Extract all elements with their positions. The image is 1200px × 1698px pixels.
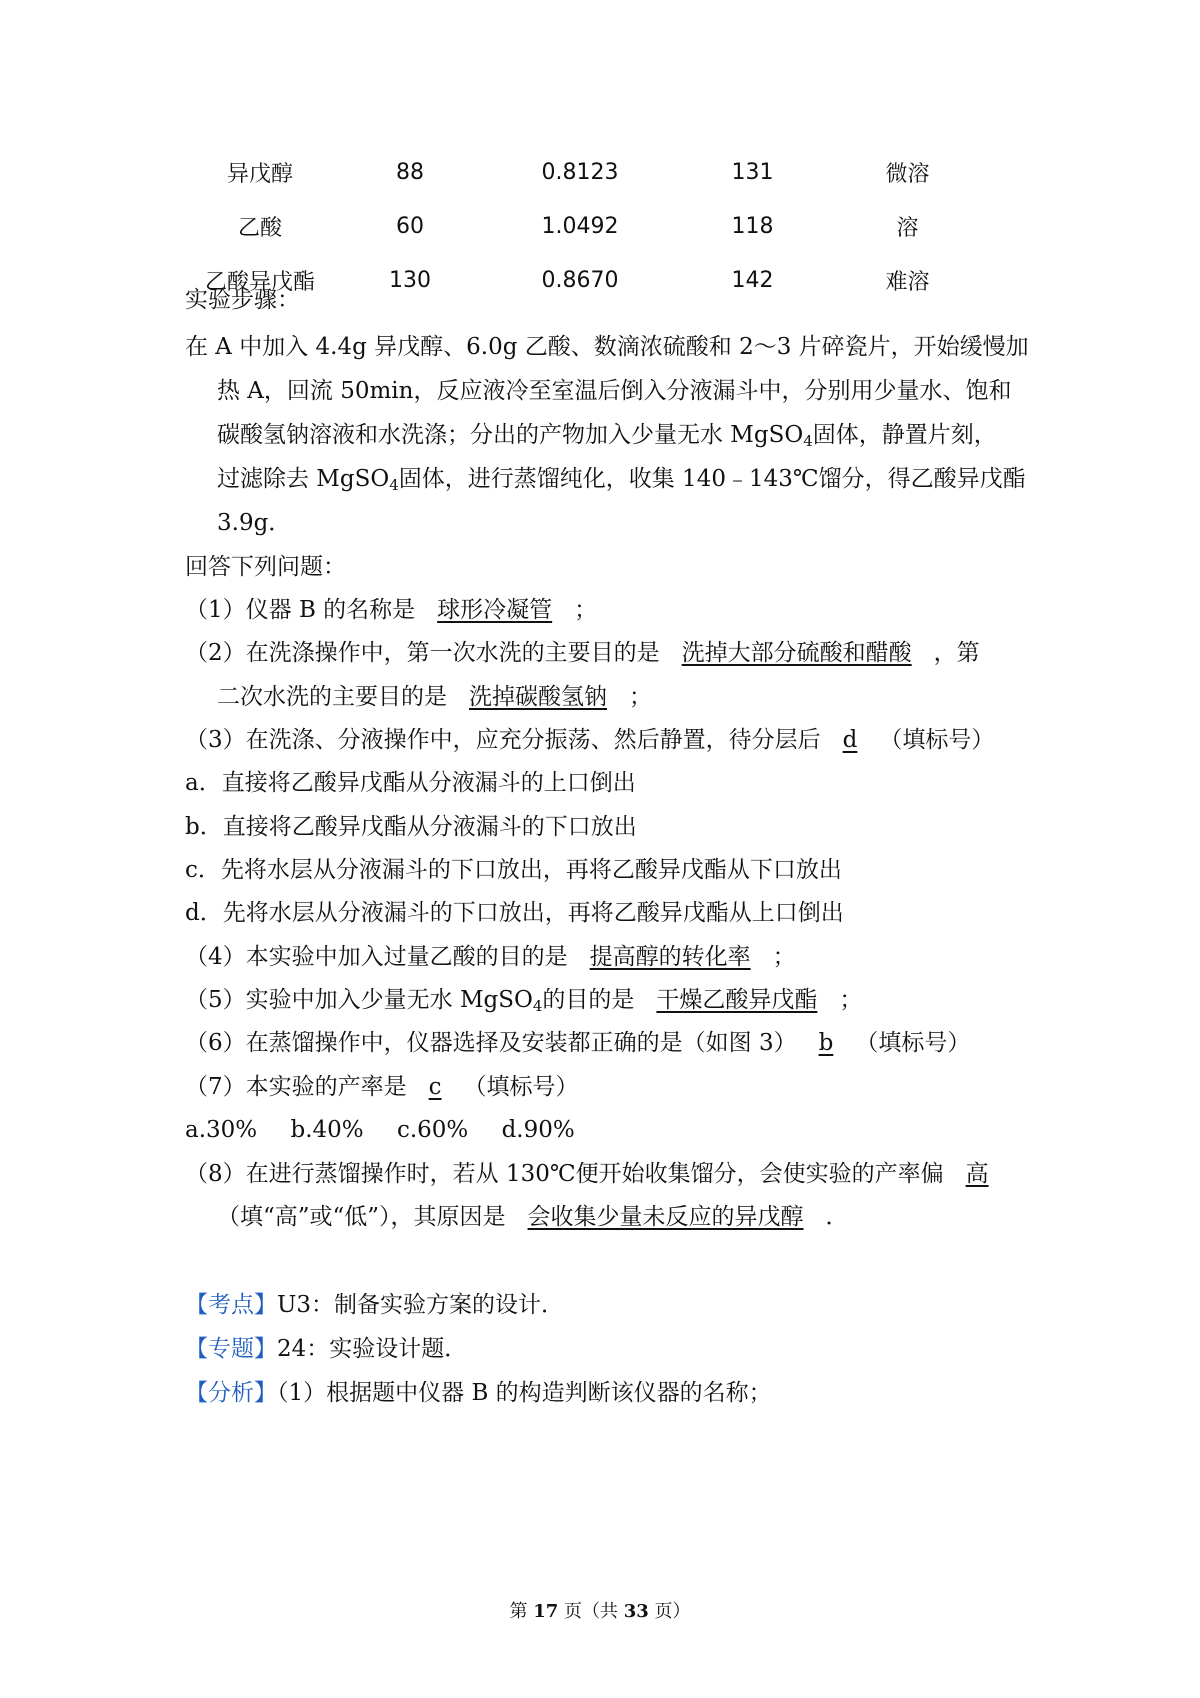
answer-2b: 洗掉碳酸氢钠: [469, 684, 607, 710]
answer-7: c: [428, 1074, 442, 1100]
question-5: （5）实验中加入少量无水 MgSO$_4$的目的是 干燥乙酸异戊酯 ；: [185, 987, 863, 1015]
question-8-cont: （填“高”或“低”），其原因是 会收集少量未反应的异戊醇 ．: [217, 1204, 849, 1230]
q7-option-a: a.30%: [185, 1117, 258, 1143]
table-row: [185, 253, 985, 307]
zhuanti: 【专题】24：实验设计题．: [185, 1336, 468, 1362]
question-4: （4）本实验中加入过量乙酸的目的是 提高醇的转化率 ；: [185, 944, 796, 970]
table-cell: 0.8670: [541, 267, 619, 293]
page-number: 17: [533, 1601, 559, 1622]
table-cell: 118: [731, 213, 774, 239]
table-cell: 88: [396, 159, 424, 185]
answer-4: 提高醇的转化率: [589, 944, 751, 970]
steps-line-3: 碳酸氢钠溶液和水洗涤；分出的产物加入少量无水 MgSO$_4$固体，静置片刻，: [217, 422, 997, 450]
q7-option-d: d.90%: [501, 1117, 575, 1143]
answer-6: b: [818, 1030, 834, 1056]
question-2-cont: 二次水洗的主要目的是 洗掉碳酸氢钠 ；: [217, 684, 652, 710]
table-cell: 60: [396, 213, 424, 239]
table-cell: 微溶: [885, 161, 930, 187]
table-cell: 乙酸异戊酯: [204, 269, 315, 295]
answer-8a: 高: [965, 1161, 989, 1187]
question-7: （7）本实验的产率是 c （填标号）: [185, 1074, 579, 1100]
fenxi: 【分析】（1）根据题中仪器 B 的构造判断该仪器的名称；: [185, 1380, 772, 1406]
answer-3: d: [842, 727, 858, 753]
zhuanti-tag: 【专题】: [185, 1336, 277, 1362]
question-6: （6）在蒸馏操作中，仪器选择及安装都正确的是（如图 3） b （填标号）: [185, 1030, 971, 1056]
steps-line-1: 在 A 中加入 4.4g 异戊醇、6.0g 乙酸、数滴浓硫酸和 2～3 片碎瓷片，开始缓慢加: [185, 334, 1029, 360]
properties-table: [185, 145, 985, 307]
steps-title: 实验步骤：: [185, 287, 300, 313]
q3-option-d: d．先将水层从分液漏斗的下口放出，再将乙酸异戊酯从上口倒出: [185, 900, 844, 926]
question-3: （3）在洗涤、分液操作中，应充分振荡、然后静置，待分层后 d （填标号）: [185, 727, 995, 753]
answer-2a: 洗掉大部分硫酸和醋酸: [681, 640, 912, 666]
q7-option-c: c.60%: [396, 1117, 469, 1143]
table-row: [185, 199, 985, 253]
q7-option-b: b.40%: [290, 1117, 364, 1143]
answer-8b: 会收集少量未反应的异戊醇: [527, 1204, 804, 1230]
table-cell: 131: [731, 159, 774, 185]
table-cell: 溶: [896, 215, 919, 241]
table-cell: 142: [731, 267, 774, 293]
table-cell: 难溶: [885, 269, 930, 295]
answer-title: 回答下列问题：: [185, 554, 346, 580]
question-1: （1）仪器 B 的名称是 球形冷凝管 ；: [185, 597, 598, 623]
page-total: 33: [623, 1601, 649, 1622]
table-cell: 0.8123: [541, 159, 619, 185]
table-cell: 130: [389, 267, 431, 293]
steps-line-5: 3.9g．: [217, 510, 292, 536]
question-2: （2）在洗涤操作中，第一次水洗的主要目的是 洗掉大部分硫酸和醋酸 ，第: [185, 640, 980, 666]
answer-1: 球形冷凝管: [437, 597, 553, 623]
table-cell: 1.0492: [541, 213, 619, 239]
q3-option-b: b．直接将乙酸异戊酯从分液漏斗的下口放出: [185, 814, 637, 840]
steps-line-2: 热 A，回流 50min，反应液冷至室温后倒入分液漏斗中，分别用少量水、饱和: [217, 378, 1012, 404]
table-row: [185, 145, 985, 199]
q3-option-c: c．先将水层从分液漏斗的下口放出，再将乙酸异戊酯从下口放出: [185, 857, 842, 883]
table-cell: 乙酸: [237, 215, 282, 241]
table-cell: 异戊醇: [226, 161, 293, 187]
kaodian: 【考点】U3：制备实验方案的设计．: [185, 1292, 565, 1318]
steps-line-4: 过滤除去 MgSO$_4$固体，进行蒸馏纯化，收集 140﹣143℃馏分，得乙酸异戊酯: [217, 466, 1026, 494]
q7-options: [185, 1115, 575, 1145]
question-8: （8）在进行蒸馏操作时，若从 130℃便开始收集馏分，会使实验的产率偏 高: [185, 1161, 989, 1187]
fenxi-tag: 【分析】: [185, 1380, 277, 1406]
page-footer: 第 17 页（共 33 页）: [509, 1601, 691, 1622]
kaodian-tag: 【考点】: [185, 1292, 277, 1318]
answer-5: 干燥乙酸异戊酯: [656, 987, 818, 1013]
q3-option-a: a．直接将乙酸异戊酯从分液漏斗的上口倒出: [185, 770, 636, 796]
